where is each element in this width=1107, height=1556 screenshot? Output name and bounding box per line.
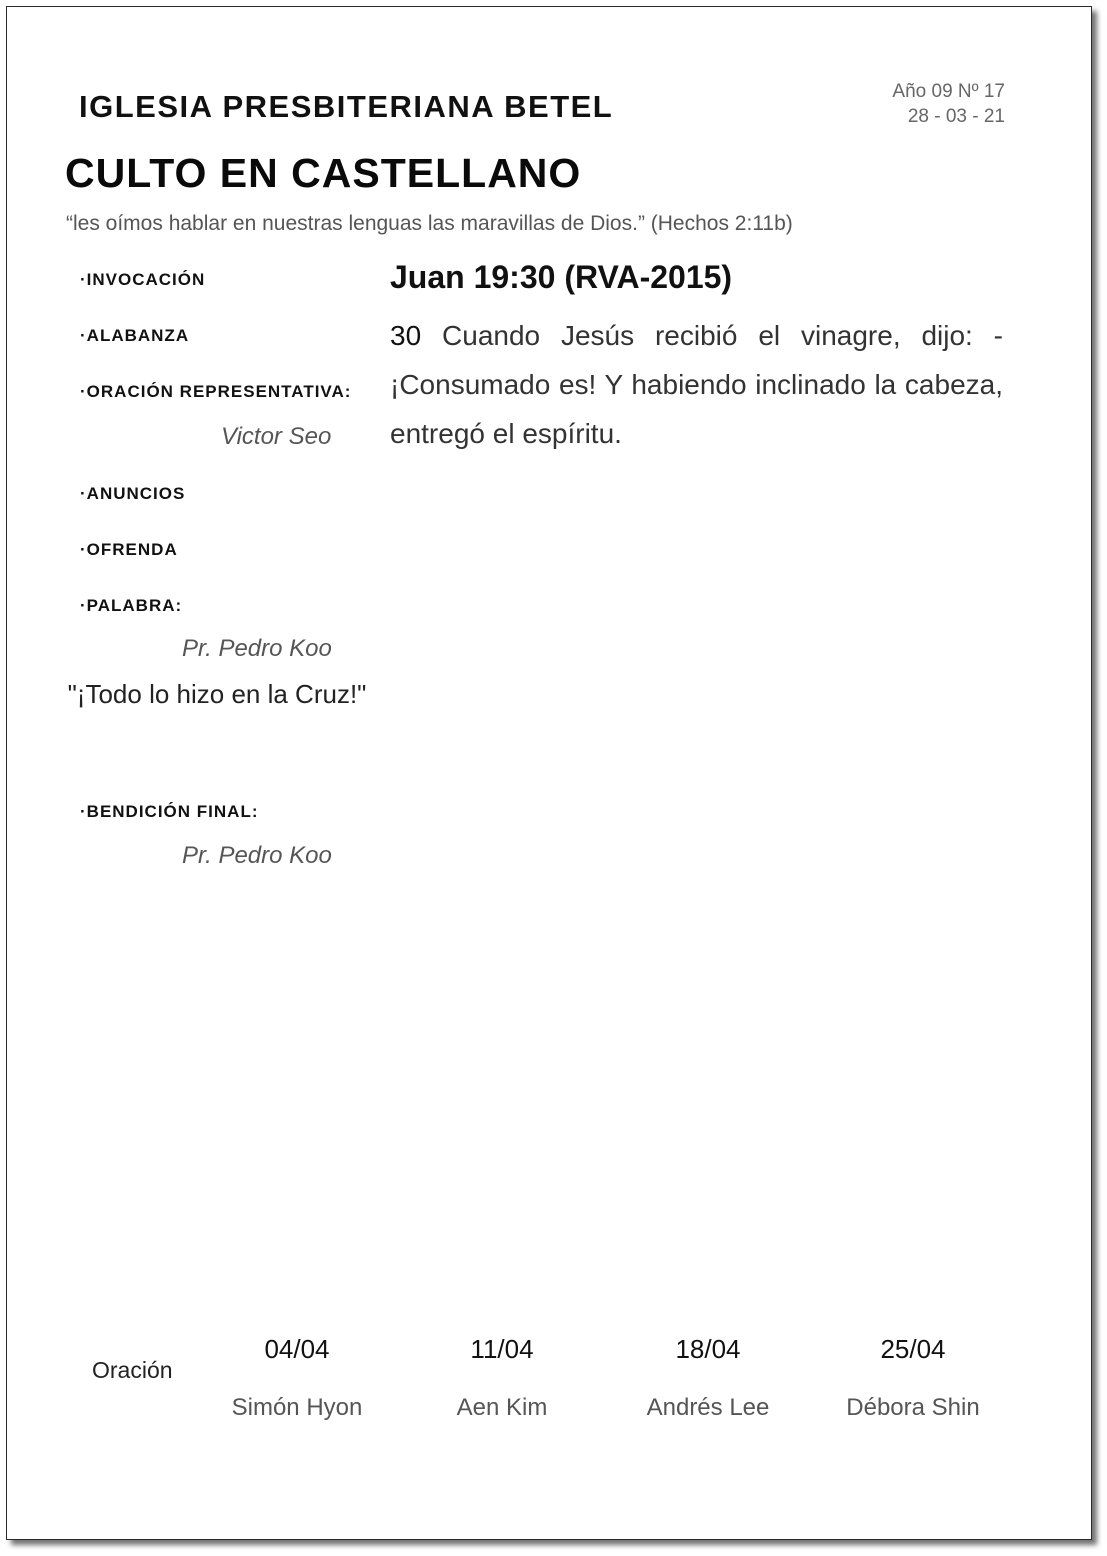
item-anuncios: ·ANUNCIOS — [80, 484, 186, 503]
prayer-date: 04/04 — [264, 1334, 330, 1364]
prayer-name: Simón Hyon — [231, 1394, 363, 1421]
scripture-text — [390, 311, 1003, 458]
item-ofrenda: ·OFRENDA — [80, 540, 178, 559]
item-bendicion-final: ·BENDICIÓN FINAL: — [80, 802, 259, 821]
page-title: CULTO EN CASTELLANO — [65, 150, 582, 196]
issue-date: 28 - 03 - 21 — [907, 106, 1005, 127]
prayer-date: 11/04 — [470, 1334, 534, 1364]
issue-info — [892, 79, 1005, 129]
scripture-reference: Juan 19:30 (RVA-2015) — [390, 259, 733, 295]
church-name: IGLESIA PRESBITERIANA BETEL — [79, 89, 614, 124]
item-palabra: ·PALABRA: — [80, 596, 183, 615]
item-alabanza: ·ALABANZA — [80, 326, 190, 345]
sermon-title: "¡Todo lo hizo en la Cruz!" — [67, 679, 367, 709]
palabra-person: Pr. Pedro Koo — [182, 635, 332, 662]
verse-number: 30 — [390, 320, 422, 351]
header-quote: “les oímos hablar en nuestras lenguas las maravillas de Dios.” (Hechos 2:11b) — [66, 212, 793, 235]
item-oracion-representativa: ·ORACIÓN REPRESENTATIVA: — [80, 382, 352, 401]
item-invocacion: ·INVOCACIÓN — [80, 270, 206, 289]
bendicion-person: Pr. Pedro Koo — [182, 842, 332, 869]
prayer-name: Andrés Lee — [646, 1394, 770, 1421]
verse-body: Cuando Jesús recibió el vinagre, dijo: -¡Consumado es! Y habiendo inclinado la cabeza, entregó el espíritu. — [390, 320, 1004, 449]
prayer-label: Oración — [92, 1357, 173, 1383]
oracion-person: Victor Seo — [221, 423, 332, 450]
issue-number: Año 09 Nº 17 — [892, 81, 1005, 102]
prayer-name: Débora Shin — [846, 1394, 980, 1421]
prayer-date: 25/04 — [880, 1334, 946, 1364]
bulletin-page — [6, 6, 1092, 1540]
prayer-name: Aen Kim — [456, 1394, 548, 1421]
prayer-date: 18/04 — [675, 1334, 741, 1364]
